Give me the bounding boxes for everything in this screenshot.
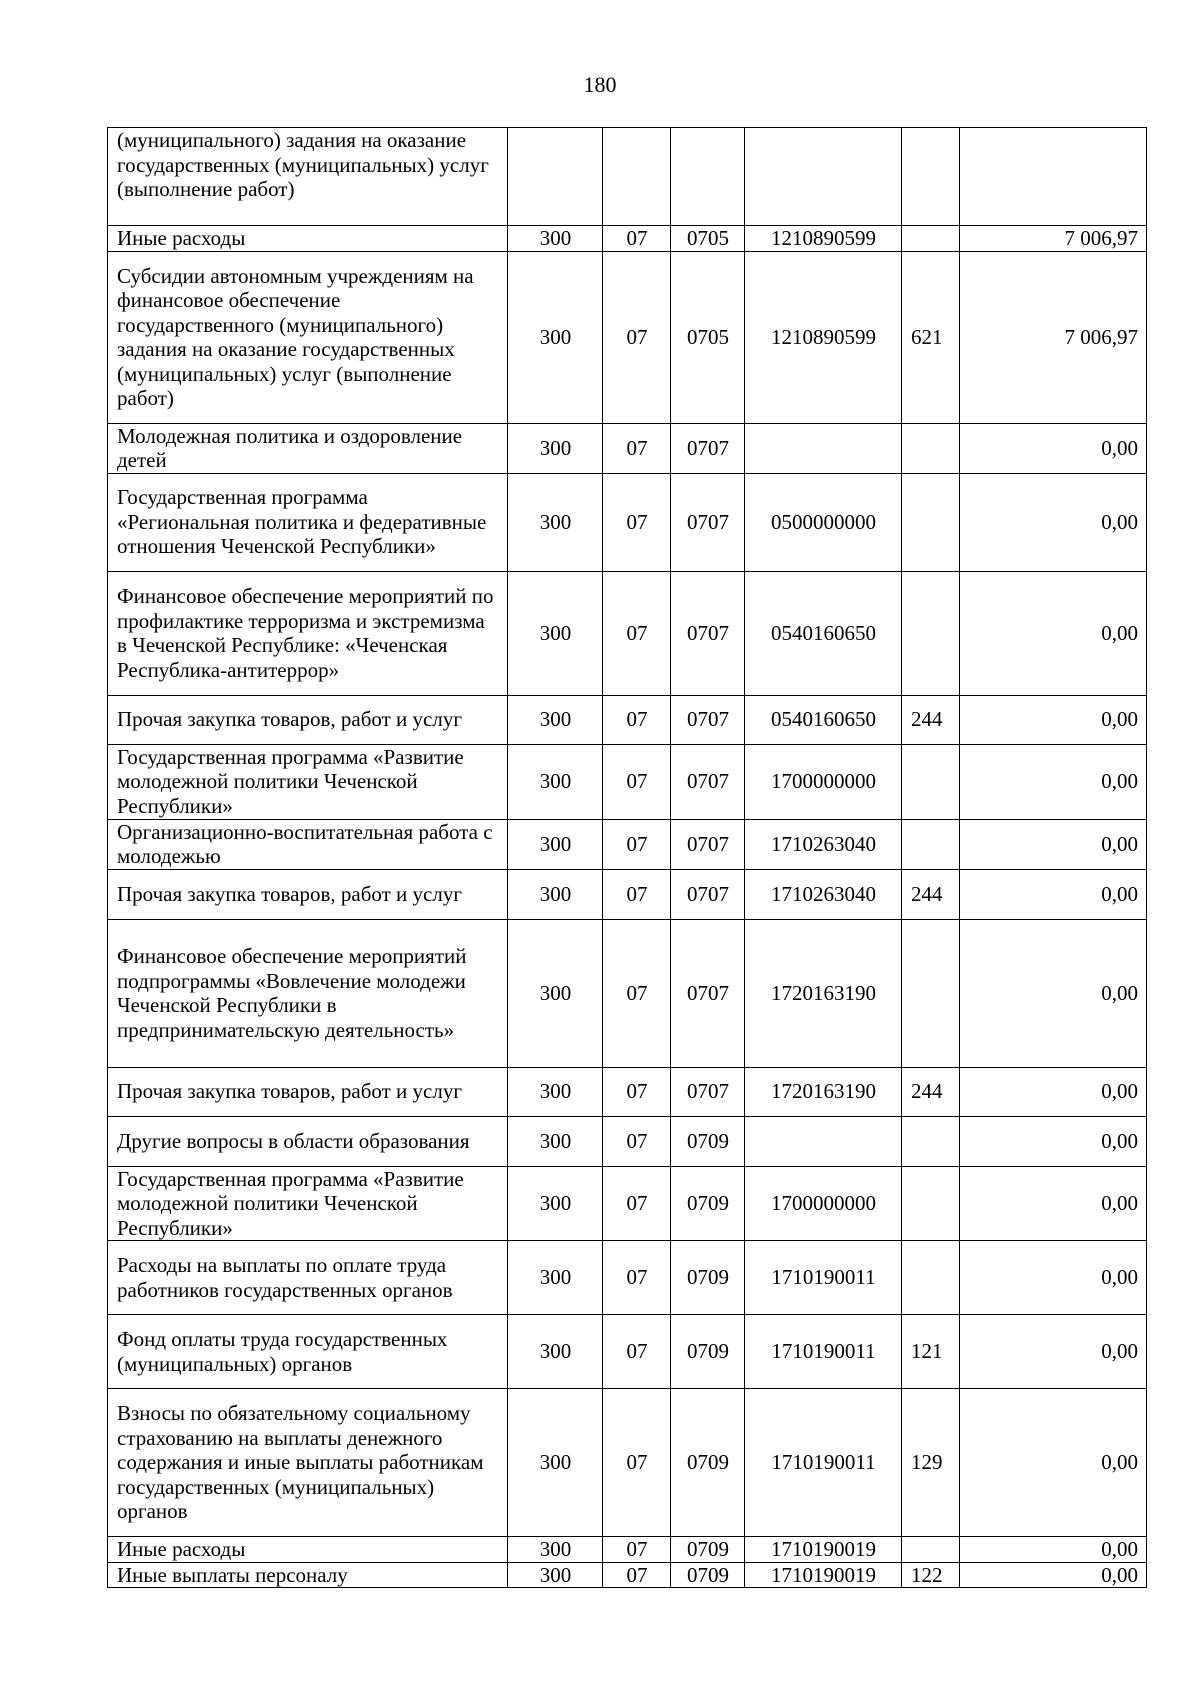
table-row [108, 1067, 1147, 1116]
row-subsection-code: 0709 [671, 1562, 745, 1588]
row-subsection-code: 0705 [671, 226, 745, 252]
row-subsection-code: 0707 [671, 473, 745, 571]
row-target-article: 1700000000 [745, 1166, 902, 1241]
row-target-article: 1710190019 [745, 1562, 902, 1588]
row-expense-type [902, 473, 960, 571]
row-amount: 0,00 [960, 819, 1147, 869]
row-expense-type [902, 1116, 960, 1166]
row-amount: 0,00 [960, 1241, 1147, 1315]
row-admin-code: 300 [508, 919, 603, 1067]
row-section-code: 07 [603, 869, 671, 919]
row-subsection-code: 0709 [671, 1241, 745, 1315]
row-name: Финансовое обеспечение мероприятий по профилактике терроризма и экстремизма в Чеченской Республике: «Чеченская Республика-антитеррор» [108, 571, 508, 695]
row-target-article: 1710263040 [745, 819, 902, 869]
row-target-article [745, 423, 902, 473]
row-expense-type: 244 [902, 695, 960, 744]
row-admin-code: 300 [508, 473, 603, 571]
row-admin-code: 300 [508, 1562, 603, 1588]
row-amount: 0,00 [960, 1067, 1147, 1116]
row-expense-type [902, 423, 960, 473]
row-amount: 0,00 [960, 869, 1147, 919]
row-target-article: 0540160650 [745, 695, 902, 744]
row-section-code [603, 128, 671, 226]
row-name: Прочая закупка товаров, работ и услуг [108, 695, 508, 744]
row-amount: 0,00 [960, 1562, 1147, 1588]
row-target-article: 1710190011 [745, 1315, 902, 1389]
row-section-code: 07 [603, 919, 671, 1067]
row-subsection-code: 0707 [671, 919, 745, 1067]
row-target-article: 1210890599 [745, 251, 902, 423]
row-target-article [745, 1116, 902, 1166]
table-row [108, 695, 1147, 744]
table-row [108, 571, 1147, 695]
row-expense-type [902, 128, 960, 226]
budget-table [107, 127, 1147, 1588]
table-row [108, 1562, 1147, 1588]
row-amount [960, 128, 1147, 226]
table-row [108, 473, 1147, 571]
row-section-code: 07 [603, 819, 671, 869]
row-name: Расходы на выплаты по оплате труда работников государственных органов [108, 1241, 508, 1315]
row-name: Иные расходы [108, 226, 508, 252]
table-row [108, 226, 1147, 252]
row-admin-code: 300 [508, 1315, 603, 1389]
row-admin-code: 300 [508, 1166, 603, 1241]
table-row [108, 919, 1147, 1067]
row-amount: 0,00 [960, 571, 1147, 695]
row-name: Государственная программа «Региональная политика и федеративные отношения Чеченской Республики» [108, 473, 508, 571]
row-subsection-code: 0707 [671, 423, 745, 473]
row-amount: 0,00 [960, 919, 1147, 1067]
row-section-code: 07 [603, 1241, 671, 1315]
row-target-article: 1720163190 [745, 1067, 902, 1116]
row-name: Прочая закупка товаров, работ и услуг [108, 869, 508, 919]
table-row [108, 744, 1147, 819]
row-admin-code: 300 [508, 819, 603, 869]
row-amount: 0,00 [960, 1389, 1147, 1537]
table-row [108, 128, 1147, 226]
row-name: Взносы по обязательному социальному страхованию на выплаты денежного содержания и иные выплаты работникам государственных (муниципальных) органов [108, 1389, 508, 1537]
row-admin-code: 300 [508, 1241, 603, 1315]
row-subsection-code: 0707 [671, 869, 745, 919]
row-amount: 7 006,97 [960, 226, 1147, 252]
row-section-code: 07 [603, 1537, 671, 1563]
row-amount: 0,00 [960, 1166, 1147, 1241]
row-section-code: 07 [603, 251, 671, 423]
row-expense-type [902, 1166, 960, 1241]
row-section-code: 07 [603, 1562, 671, 1588]
row-subsection-code: 0705 [671, 251, 745, 423]
table-row [108, 1315, 1147, 1389]
row-subsection-code: 0709 [671, 1537, 745, 1563]
row-target-article: 1720163190 [745, 919, 902, 1067]
row-amount: 0,00 [960, 1116, 1147, 1166]
row-expense-type [902, 1537, 960, 1563]
row-target-article: 0500000000 [745, 473, 902, 571]
row-subsection-code: 0709 [671, 1315, 745, 1389]
row-target-article: 1710190019 [745, 1537, 902, 1563]
row-name: Организационно-воспитательная работа с молодежью [108, 819, 508, 869]
row-amount: 0,00 [960, 423, 1147, 473]
row-name: Иные выплаты персоналу [108, 1562, 508, 1588]
row-target-article: 1700000000 [745, 744, 902, 819]
table-row [108, 819, 1147, 869]
row-name: (муниципального) задания на оказание государственных (муниципальных) услуг (выполнение работ) [108, 128, 508, 226]
row-expense-type: 244 [902, 869, 960, 919]
table-row [108, 869, 1147, 919]
row-expense-type: 621 [902, 251, 960, 423]
row-expense-type [902, 571, 960, 695]
row-amount: 7 006,97 [960, 251, 1147, 423]
row-target-article: 1710190011 [745, 1389, 902, 1537]
row-expense-type [902, 819, 960, 869]
row-name: Фонд оплаты труда государственных (муниципальных) органов [108, 1315, 508, 1389]
row-section-code: 07 [603, 423, 671, 473]
row-section-code: 07 [603, 226, 671, 252]
row-target-article: 0540160650 [745, 571, 902, 695]
row-subsection-code: 0707 [671, 1067, 745, 1116]
row-subsection-code: 0709 [671, 1116, 745, 1166]
table-row [108, 1537, 1147, 1563]
row-amount: 0,00 [960, 473, 1147, 571]
row-admin-code: 300 [508, 571, 603, 695]
row-admin-code: 300 [508, 1067, 603, 1116]
row-section-code: 07 [603, 744, 671, 819]
row-admin-code: 300 [508, 695, 603, 744]
row-subsection-code: 0709 [671, 1389, 745, 1537]
row-admin-code: 300 [508, 251, 603, 423]
row-amount: 0,00 [960, 1537, 1147, 1563]
table-row [108, 423, 1147, 473]
row-section-code: 07 [603, 1315, 671, 1389]
page-number: 180 [583, 72, 617, 97]
row-section-code: 07 [603, 695, 671, 744]
row-section-code: 07 [603, 1389, 671, 1537]
row-admin-code: 300 [508, 226, 603, 252]
row-expense-type: 121 [902, 1315, 960, 1389]
row-subsection-code: 0707 [671, 571, 745, 695]
row-target-article: 1210890599 [745, 226, 902, 252]
table-row [108, 1241, 1147, 1315]
row-expense-type: 122 [902, 1562, 960, 1588]
row-admin-code: 300 [508, 1389, 603, 1537]
table-row [108, 251, 1147, 423]
row-name: Государственная программа «Развитие молодежной политики Чеченской Республики» [108, 1166, 508, 1241]
row-amount: 0,00 [960, 695, 1147, 744]
table-row [108, 1389, 1147, 1537]
row-name: Другие вопросы в области образования [108, 1116, 508, 1166]
row-admin-code: 300 [508, 1116, 603, 1166]
row-subsection-code: 0709 [671, 1166, 745, 1241]
row-target-article: 1710263040 [745, 869, 902, 919]
row-expense-type [902, 919, 960, 1067]
row-section-code: 07 [603, 1067, 671, 1116]
row-expense-type [902, 226, 960, 252]
row-amount: 0,00 [960, 1315, 1147, 1389]
row-expense-type [902, 744, 960, 819]
row-subsection-code: 0707 [671, 744, 745, 819]
row-admin-code: 300 [508, 744, 603, 819]
table-row [108, 1116, 1147, 1166]
row-admin-code: 300 [508, 869, 603, 919]
row-admin-code [508, 128, 603, 226]
row-expense-type: 129 [902, 1389, 960, 1537]
row-section-code: 07 [603, 473, 671, 571]
row-subsection-code [671, 128, 745, 226]
row-admin-code: 300 [508, 423, 603, 473]
row-section-code: 07 [603, 571, 671, 695]
row-section-code: 07 [603, 1166, 671, 1241]
row-subsection-code: 0707 [671, 819, 745, 869]
row-name: Финансовое обеспечение мероприятий подпрограммы «Вовлечение молодежи Чеченской Республики в предпринимательскую деятельность» [108, 919, 508, 1067]
row-admin-code: 300 [508, 1537, 603, 1563]
table-row [108, 1166, 1147, 1241]
row-expense-type: 244 [902, 1067, 960, 1116]
row-amount: 0,00 [960, 744, 1147, 819]
row-target-article: 1710190011 [745, 1241, 902, 1315]
row-target-article [745, 128, 902, 226]
row-expense-type [902, 1241, 960, 1315]
row-name: Субсидии автономным учреждениям на финансовое обеспечение государственного (муниципального) задания на оказание государственных (муниципальных) услуг (выполнение работ) [108, 251, 508, 423]
row-name: Прочая закупка товаров, работ и услуг [108, 1067, 508, 1116]
row-name: Молодежная политика и оздоровление детей [108, 423, 508, 473]
row-subsection-code: 0707 [671, 695, 745, 744]
row-name: Иные расходы [108, 1537, 508, 1563]
row-name: Государственная программа «Развитие молодежной политики Чеченской Республики» [108, 744, 508, 819]
row-section-code: 07 [603, 1116, 671, 1166]
